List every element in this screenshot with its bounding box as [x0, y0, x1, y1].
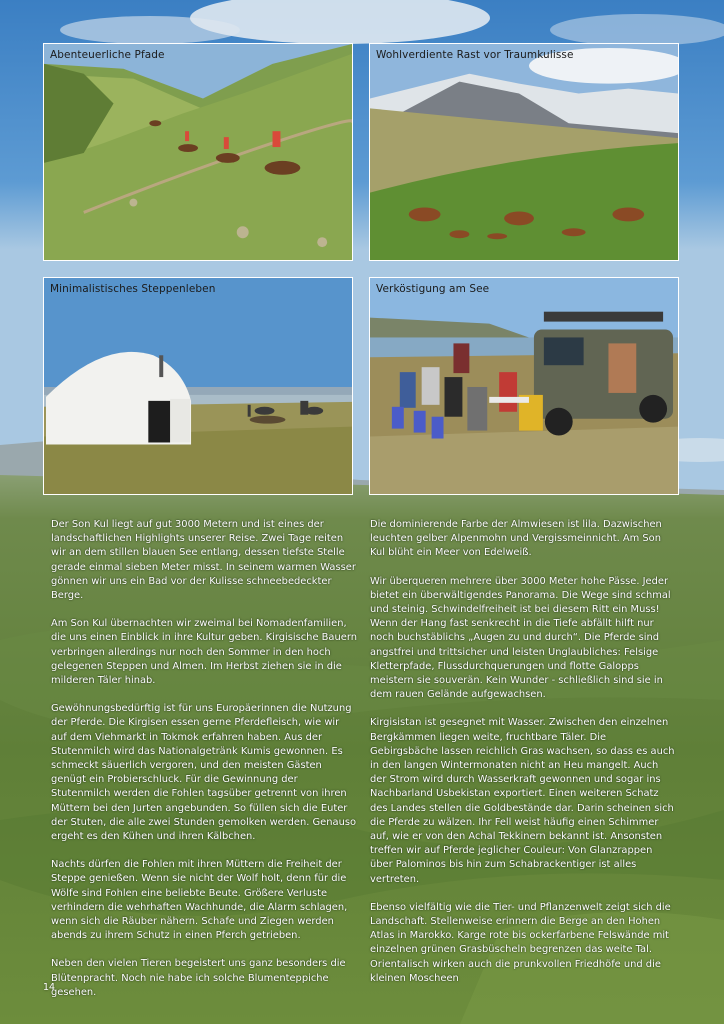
photo-caption: Wohlverdiente Rast vor Traumkulisse	[376, 49, 574, 61]
paragraph: Neben den vielen Tieren begeistert uns ganz besonders die Blütenpracht. Noch nie habe ich solche Blumenteppiche gesehen.	[51, 958, 346, 998]
page-number: 14	[43, 982, 56, 993]
paragraph: Gewöhnungsbedürftig ist für uns Europäerinnen die Nutzung der Pferde. Die Kirgisen essen gerne Pferdefleisch, wie wir auf dem Viehmarkt in Tokmok erfahren haben. Aus der Stutenmilch wird das Nationalgetränk Kumis gewonnen. Es schmeckt säuerlich vergoren, und den meisten Gästen genügt ein Probierschluck. Für die Gewinnung der Stutenmilch werden die Fohlen tagsüber getrennt von ihren Müttern bei den Jurten angebunden. So füllen sich die Euter der Stuten, die alle zwei Stunden gemolken werden. Genauso ergeht es den Kühen und ihren Kälbchen.	[51, 703, 357, 843]
riders-on-mountain-path-image	[44, 44, 352, 260]
photo-caption: Abenteuerliche Pfade	[50, 49, 165, 61]
horses-resting-mountain-image	[370, 44, 678, 260]
photo-picnic-lake	[369, 277, 679, 495]
picnic-by-lake-image	[370, 278, 678, 494]
paragraph: Wir überqueren mehrere über 3000 Meter hohe Pässe. Jeder bietet ein überwältigendes Panorama. Die Wege sind schmal und steinig. Schwindelfreiheit ist bei diesem Ritt ein Muss! Wenn der Hang fast senkrecht in die Tiefe abfällt hilft nur noch buchstäblichs „Augen zu und durch“. Die Pferde sind angstfrei und trittsicher und leisten Unglaubliches: Felsige Kletterpfade, Flussdurchquerungen und flotte Galopps meistern sie souverän. Kein Wunder - schließlich sind sie in dem rauen Gelände aufgewachsen.	[370, 575, 671, 701]
paragraph: Ebenso vielfältig wie die Tier- und Pflanzenwelt zeigt sich die Landschaft. Stellenweise erinnern die Berge an den Hohen Atlas in Marokko. Karge rote bis ockerfarbene Felswände mit einzelnen grünen Grasbüscheln begrenzen das weite Tal. Orientalisch wirken auch die prunkvollen Friedhöfe und die kleinen Moscheen	[370, 901, 671, 984]
paragraph: Die dominierende Farbe der Almwiesen ist lila. Dazwischen leuchten gelber Alpenmohn und Vergissmeinnicht. Am Son Kul blüht ein Meer von Edelweiß.	[370, 519, 662, 559]
paragraph: Kirgisistan ist gesegnet mit Wasser. Zwischen den einzelnen Bergkämmen liegen weite, fruchtbare Täler. Die Gebirgsbäche lassen reichlich Gras wachsen, so dass es auch in den langen Wintermonaten nicht an Heu mangelt. Auch der Strom wird durch Wasserkraft gewonnen und sogar ins Nachbarland Usbekistan exportiert. Einen weiteren Schatz des Landes stellen die Goldbestände dar. Darin scheinen sich die Pferde zu wälzen. Ihr Fell weist häufig einen Schimmer auf, wie er von den Achal Tekkinern bekannt ist. Ansonsten treffen wir auf Pferde jeglicher Couleur: Von Glanzrappen über Palominos bis hin zum Schabrackentiger ist alles vertreten.	[370, 717, 675, 885]
photo-caption: Minimalistisches Steppenleben	[50, 283, 216, 295]
photo-horses-resting	[369, 43, 679, 261]
yurt-on-steppe-image	[44, 278, 352, 494]
photo-caption: Verköstigung am See	[376, 283, 490, 295]
photo-yurt-steppe	[43, 277, 353, 495]
article-column-right	[370, 518, 677, 1000]
paragraph: Der Son Kul liegt auf gut 3000 Metern und ist eines der landschaftlichen Highlights unserer Reise. Zwei Tage reiten wir an dem stillen blauen See entlang, dessen tiefste Stelle gerade einmal sieben Meter misst. In seinem warmen Wasser gönnen wir uns ein Bad vor der Kulisse schneebedeckter Berge.	[51, 519, 356, 602]
paragraph: Nachts dürfen die Fohlen mit ihren Müttern die Freiheit der Steppe genießen. Wenn sie nicht der Wolf holt, denn für die Wölfe sind Fohlen eine beliebte Beute. Größere Verluste verhindern die wehrhaften Wachhunde, die Alarm schlagen, wenn sich die Räuber nähern. Schafe und Ziegen werden abends zu ihrem Schutz in einen Pferch getrieben.	[51, 859, 348, 942]
article-column-left	[51, 518, 358, 1014]
paragraph: Am Son Kul übernachten wir zweimal bei Nomadenfamilien, die uns einen Einblick in ihre Kultur geben. Kirgisische Bauern verbringen allerdings nur noch den Sommer in den hoch gelegenen Steppen und Almen. Im Herbst ziehen sie in die milderen Täler hinab.	[51, 618, 357, 687]
photo-riders-mountain-path	[43, 43, 353, 261]
